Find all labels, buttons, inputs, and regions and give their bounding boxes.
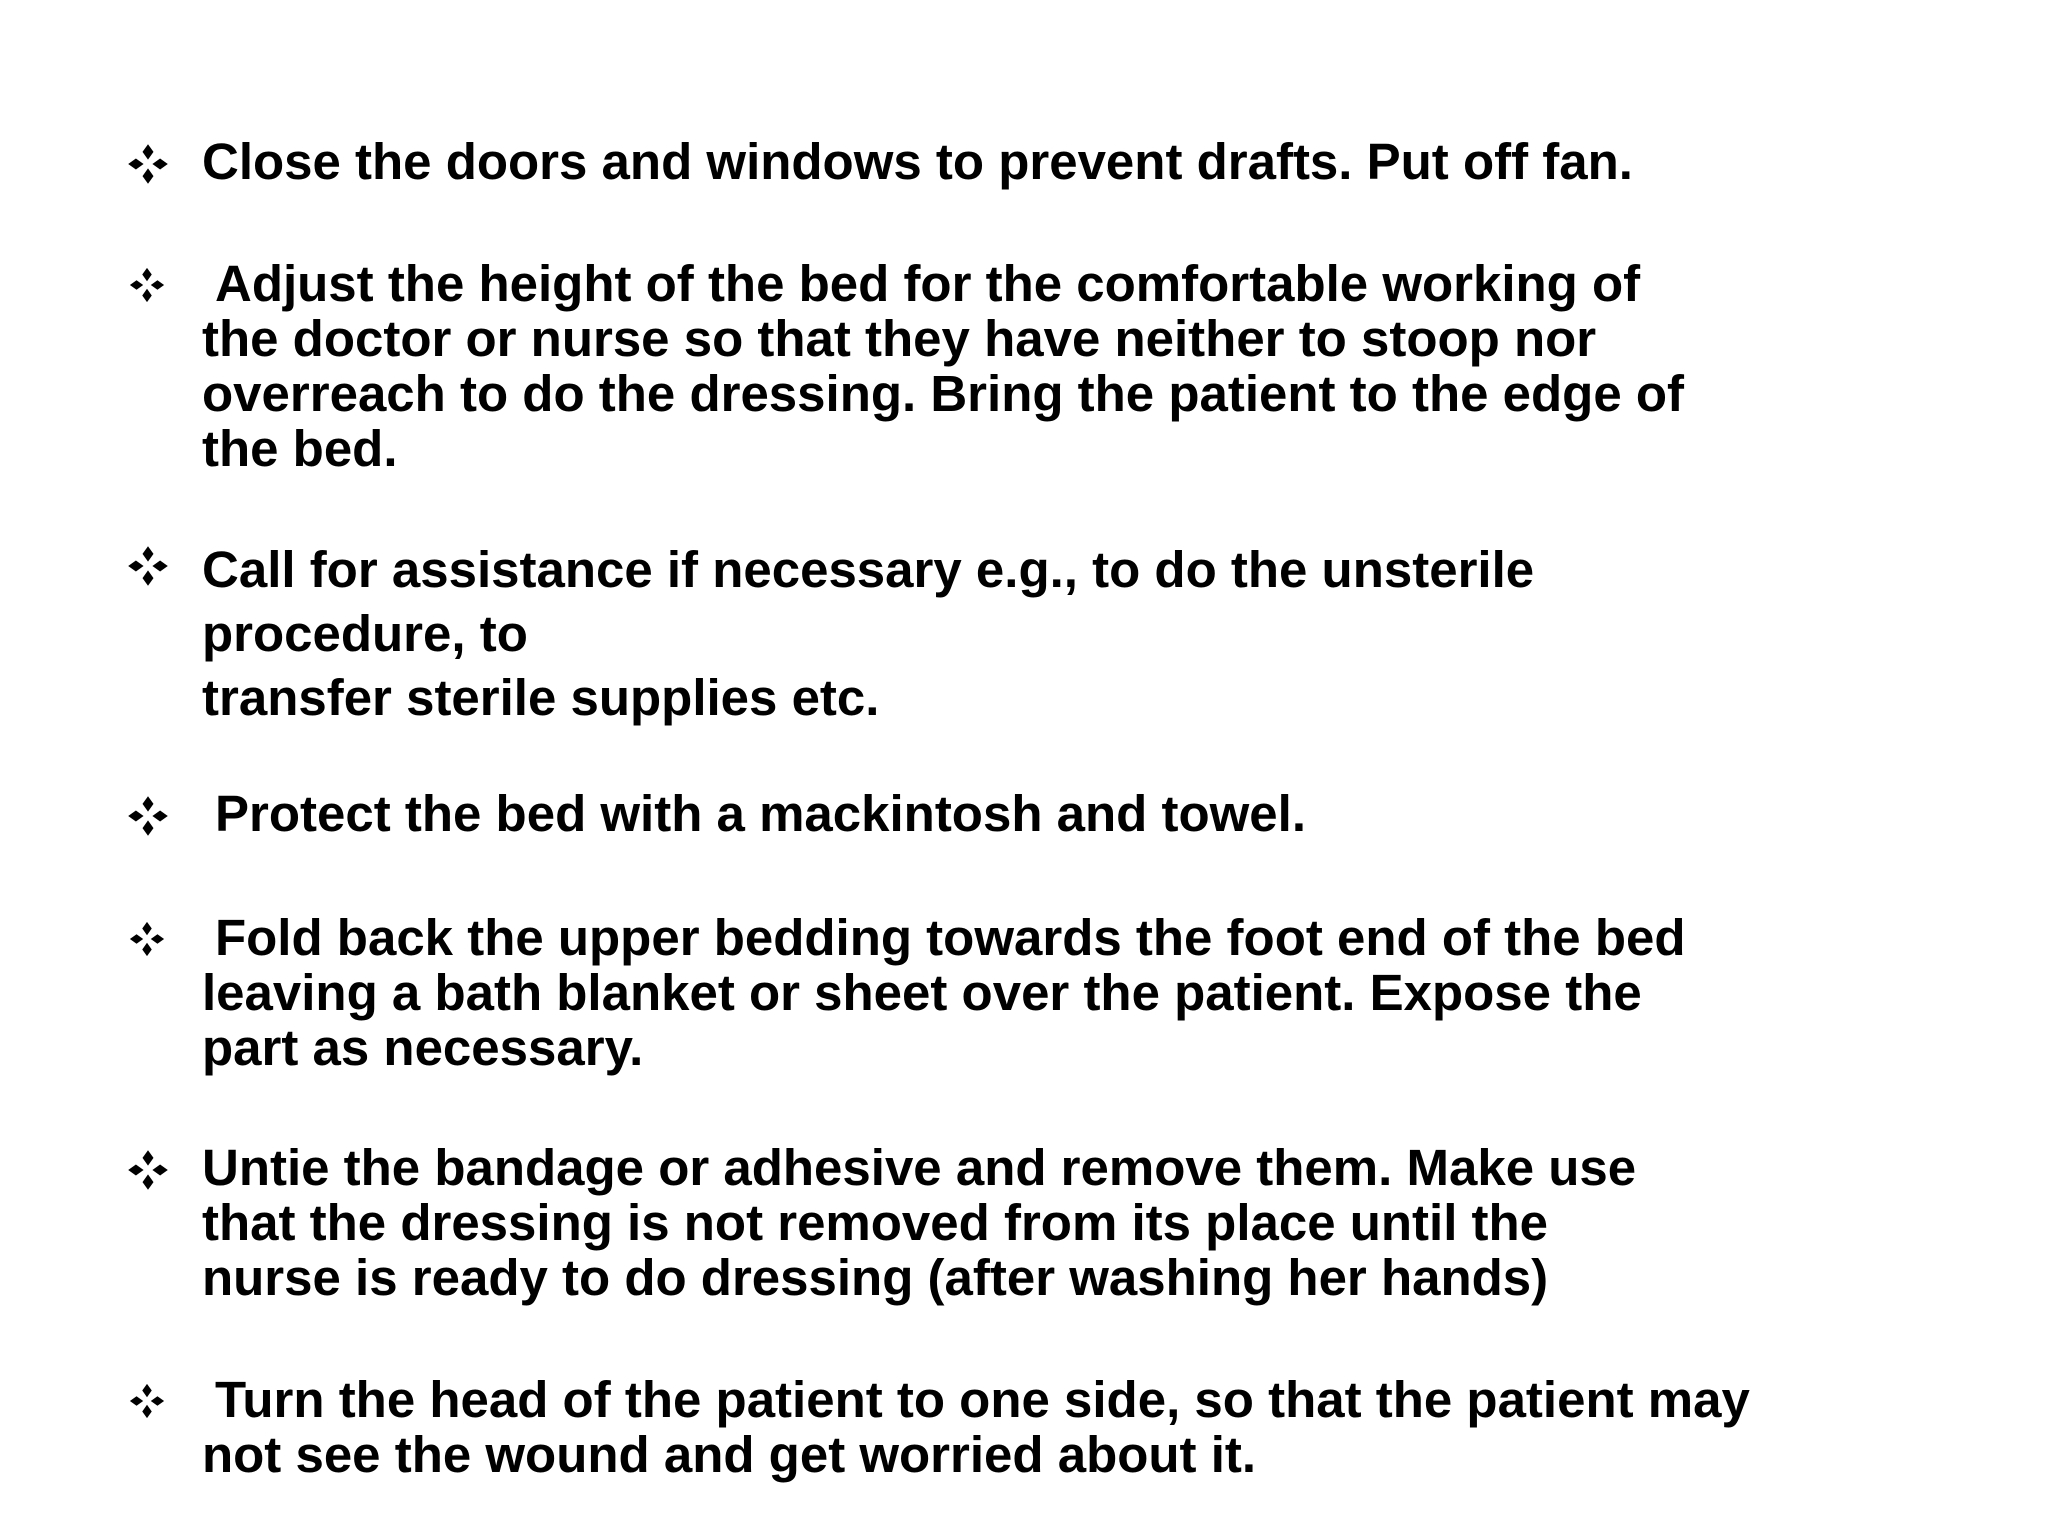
bullet-line: that the dressing is not removed from its place until the <box>202 1194 1549 1251</box>
bullet-text <box>202 256 2002 476</box>
bullet-line: Turn the head of the patient to one side, so that the patient may <box>215 1371 1750 1428</box>
four-diamond-bullet-icon <box>126 1148 170 1192</box>
bullet-text <box>202 134 2002 189</box>
bullet-line: Call for assistance if necessary e.g., to do the unsterile <box>202 541 1535 598</box>
bullet-line: transfer sterile supplies etc. <box>202 669 880 726</box>
bullet-line: the bed. <box>202 420 398 477</box>
bullet-line: procedure, to <box>202 605 528 662</box>
bullet-text <box>202 1372 2002 1482</box>
bullet-text <box>202 538 2002 730</box>
bullet-line: Adjust the height of the bed for the comfortable working of <box>215 255 1641 312</box>
bullet-line: Fold back the upper bedding towards the foot end of the bed <box>215 909 1686 966</box>
bullet-line: Untie the bandage or adhesive and remove them. Make use <box>202 1139 1637 1196</box>
bullet-text <box>202 786 2002 841</box>
four-diamond-bullet-icon <box>128 266 166 304</box>
four-diamond-bullet-icon <box>126 544 170 588</box>
bullet-line: leaving a bath blanket or sheet over the patient. Expose the <box>202 964 1642 1021</box>
bullet-text <box>202 1140 2002 1305</box>
bullet-line: Protect the bed with a mackintosh and towel. <box>215 785 1306 842</box>
four-diamond-bullet-icon <box>126 794 170 838</box>
bullet-line: the doctor or nurse so that they have neither to stoop nor <box>202 310 1597 367</box>
bullet-line: part as necessary. <box>202 1019 644 1076</box>
four-diamond-bullet-icon <box>128 920 166 958</box>
four-diamond-bullet-icon <box>128 1382 166 1420</box>
four-diamond-bullet-icon <box>126 142 170 186</box>
bullet-line: not see the wound and get worried about it. <box>202 1426 1257 1483</box>
bullet-line: overreach to do the dressing. Bring the patient to the edge of <box>202 365 1684 422</box>
bullet-line: Close the doors and windows to prevent drafts. Put off fan. <box>202 133 1633 190</box>
bullet-text <box>202 910 2002 1075</box>
bullet-line: nurse is ready to do dressing (after washing her hands) <box>202 1249 1549 1306</box>
